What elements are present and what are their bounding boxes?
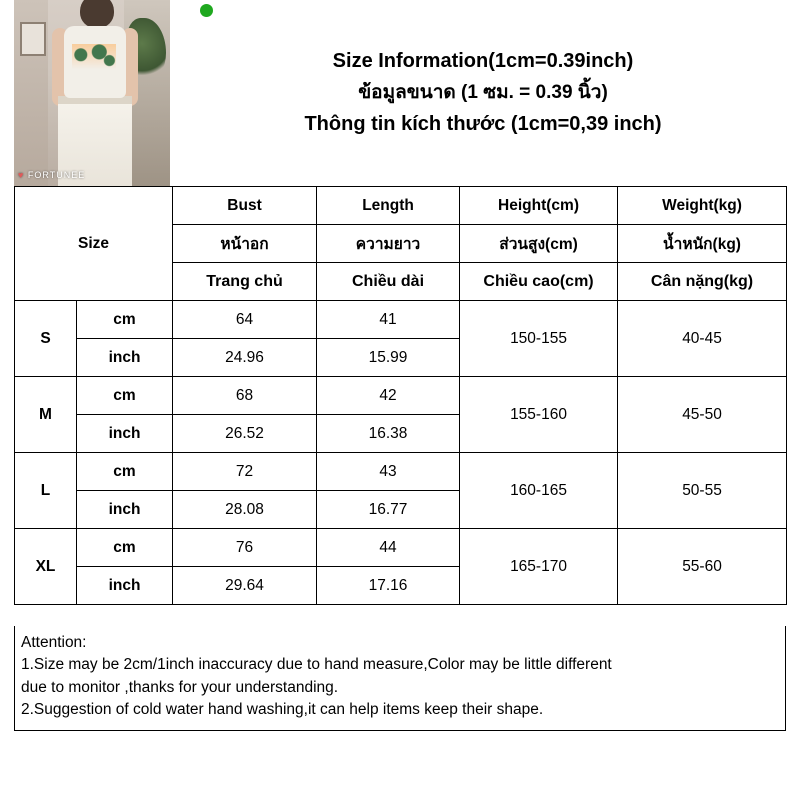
row-unit-inch: inch — [77, 339, 173, 377]
header-height-en: Height(cm) — [460, 187, 618, 225]
photo-model-head — [80, 0, 114, 28]
size-table — [14, 186, 787, 605]
cell-length-cm-m: 42 — [317, 377, 460, 415]
cell-height-m: 155-160 — [460, 377, 618, 453]
row-unit-cm: cm — [77, 301, 173, 339]
cell-bust-inch-l: 28.08 — [173, 491, 317, 529]
row-unit-cm: cm — [77, 529, 173, 567]
row-unit-inch: inch — [77, 491, 173, 529]
cell-bust-cm-xl: 76 — [173, 529, 317, 567]
table-header-row-en — [15, 187, 787, 225]
attention-heading: Attention: — [21, 634, 87, 651]
cell-length-inch-xl: 17.16 — [317, 567, 460, 605]
title-thai: ข้อมูลขนาด (1 ซม. = 0.39 นิ้ว) — [358, 81, 608, 103]
row-unit-cm: cm — [77, 453, 173, 491]
cell-bust-inch-xl: 29.64 — [173, 567, 317, 605]
header-band — [14, 0, 786, 186]
photo-top-print — [72, 44, 116, 80]
brand-watermark-label: FORTUNEE — [27, 170, 86, 180]
attention-block — [14, 626, 786, 731]
attention-line-1: 1.Size may be 2cm/1inch inaccuracy due to hand measure,Color may be little different — [21, 656, 612, 674]
header-weight-vi: Cân nặng(kg) — [618, 263, 787, 301]
header-weight-en: Weight(kg) — [618, 187, 787, 225]
title-vietnamese: Thông tin kích thước (1cm=0,39 inch) — [304, 113, 662, 136]
row-unit-cm: cm — [77, 377, 173, 415]
cell-bust-cm-m: 68 — [173, 377, 317, 415]
photo-picture-frame — [20, 22, 46, 56]
header-bust-en: Bust — [173, 187, 317, 225]
table-row — [15, 377, 787, 415]
cell-length-cm-l: 43 — [317, 453, 460, 491]
header-height-th: ส่วนสูง(cm) — [460, 225, 618, 263]
attention-line-3: 2.Suggestion of cold water hand washing,it can help items keep their shape. — [21, 701, 544, 719]
header-height-vi: Chiều cao(cm) — [460, 263, 618, 301]
heart-icon: ♥ — [18, 170, 25, 180]
cell-height-l: 160-165 — [460, 453, 618, 529]
row-unit-inch: inch — [77, 415, 173, 453]
cell-bust-cm-l: 72 — [173, 453, 317, 491]
cell-length-cm-xl: 44 — [317, 529, 460, 567]
brand-watermark — [18, 170, 85, 180]
cell-bust-inch-m: 26.52 — [173, 415, 317, 453]
header-length-vi: Chiều dài — [317, 263, 460, 301]
attention-line-2: due to monitor ,thanks for your understanding. — [21, 678, 339, 696]
row-size-s: S — [15, 301, 77, 377]
cell-length-inch-l: 16.77 — [317, 491, 460, 529]
row-size-xl: XL — [15, 529, 77, 605]
cell-height-s: 150-155 — [460, 301, 618, 377]
cell-bust-cm-s: 64 — [173, 301, 317, 339]
header-bust-vi: Trang chủ — [173, 263, 317, 301]
table-row — [15, 453, 787, 491]
header-weight-th: น้ำหนัก(kg) — [618, 225, 787, 263]
cell-weight-xl: 55-60 — [618, 529, 787, 605]
row-size-m: M — [15, 377, 77, 453]
row-size-l: L — [15, 453, 77, 529]
row-unit-inch: inch — [77, 567, 173, 605]
cell-length-cm-s: 41 — [317, 301, 460, 339]
header-length-th: ความยาว — [317, 225, 460, 263]
cell-height-xl: 165-170 — [460, 529, 618, 605]
cell-bust-inch-s: 24.96 — [173, 339, 317, 377]
header-bust-th: หน้าอก — [173, 225, 317, 263]
product-photo — [14, 0, 170, 186]
title-english: Size Information(1cm=0.39inch) — [332, 50, 634, 73]
table-row — [15, 301, 787, 339]
table-row — [15, 529, 787, 567]
header-size-cell: Size — [15, 187, 173, 301]
cell-weight-s: 40-45 — [618, 301, 787, 377]
cell-length-inch-s: 15.99 — [317, 339, 460, 377]
title-block — [170, 0, 786, 186]
cell-weight-l: 50-55 — [618, 453, 787, 529]
cell-length-inch-m: 16.38 — [317, 415, 460, 453]
header-length-en: Length — [317, 187, 460, 225]
cell-weight-m: 45-50 — [618, 377, 787, 453]
